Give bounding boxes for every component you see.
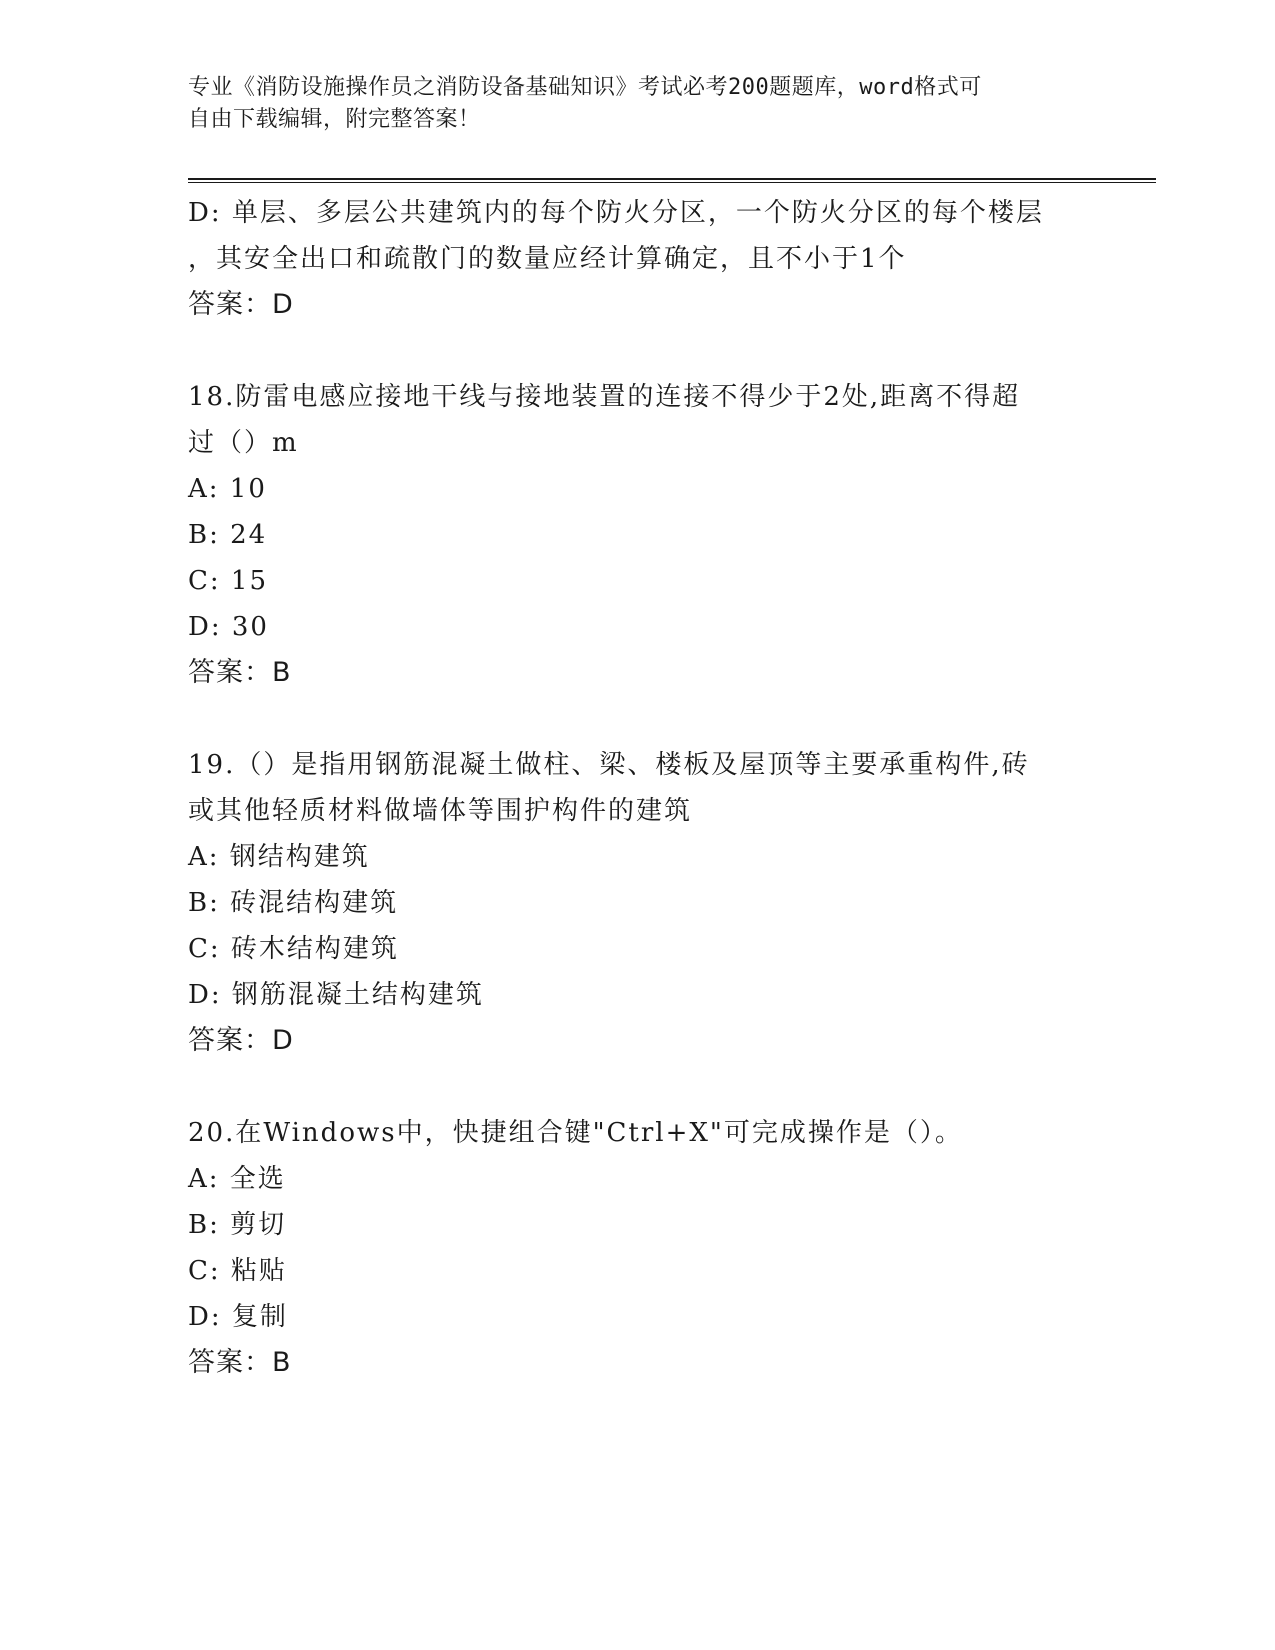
question-stem: 20.在Windows中，快捷组合键"Ctrl+X"可完成操作是（）。	[188, 1118, 963, 1148]
spacer	[188, 328, 1088, 374]
spacer	[188, 1064, 1088, 1110]
option-d: D: 复制	[188, 1302, 288, 1332]
spacer	[188, 696, 1088, 742]
option-d: D: 30	[188, 612, 269, 642]
header-divider	[188, 178, 1156, 183]
question-fragment	[188, 190, 1088, 328]
question-18	[188, 374, 1088, 696]
option-c: C: 粘贴	[188, 1256, 287, 1286]
document-body	[188, 190, 1088, 1386]
question-stem: 18.防雷电感应接地干线与接地装置的连接不得少于2处,距离不得超	[188, 382, 1021, 412]
document-header	[188, 72, 1088, 136]
option-b: B: 砖混结构建筑	[188, 888, 399, 918]
option-b: B: 24	[188, 520, 268, 550]
answer: 答案：D	[188, 289, 294, 320]
header-line-2: 自由下载编辑，附完整答案！	[188, 107, 481, 132]
option-d: D: 单层、多层公共建筑内的每个防火分区，一个防火分区的每个楼层	[188, 198, 1044, 228]
option-d-continued: ，其安全出口和疏散门的数量应经计算确定，且不小于1个	[188, 244, 907, 274]
answer: 答案：B	[188, 657, 292, 688]
option-a: A: 全选	[188, 1164, 286, 1194]
option-a: A: 10	[188, 474, 267, 504]
question-stem: 19.（）是指用钢筋混凝土做柱、梁、楼板及屋顶等主要承重构件,砖	[188, 750, 1030, 780]
header-line-1: 专业《消防设施操作员之消防设备基础知识》考试必考200题题库，word格式可	[188, 75, 982, 100]
option-c: C: 砖木结构建筑	[188, 934, 399, 964]
option-a: A: 钢结构建筑	[188, 842, 370, 872]
option-b: B: 剪切	[188, 1210, 287, 1240]
question-stem-continued: 或其他轻质材料做墙体等围护构件的建筑	[188, 796, 693, 826]
question-19	[188, 742, 1088, 1064]
question-stem-continued: 过（）m	[188, 428, 299, 458]
option-d: D: 钢筋混凝土结构建筑	[188, 980, 484, 1010]
answer: 答案：B	[188, 1347, 292, 1378]
option-c: C: 15	[188, 566, 269, 596]
answer: 答案：D	[188, 1025, 294, 1056]
question-20	[188, 1110, 1088, 1386]
